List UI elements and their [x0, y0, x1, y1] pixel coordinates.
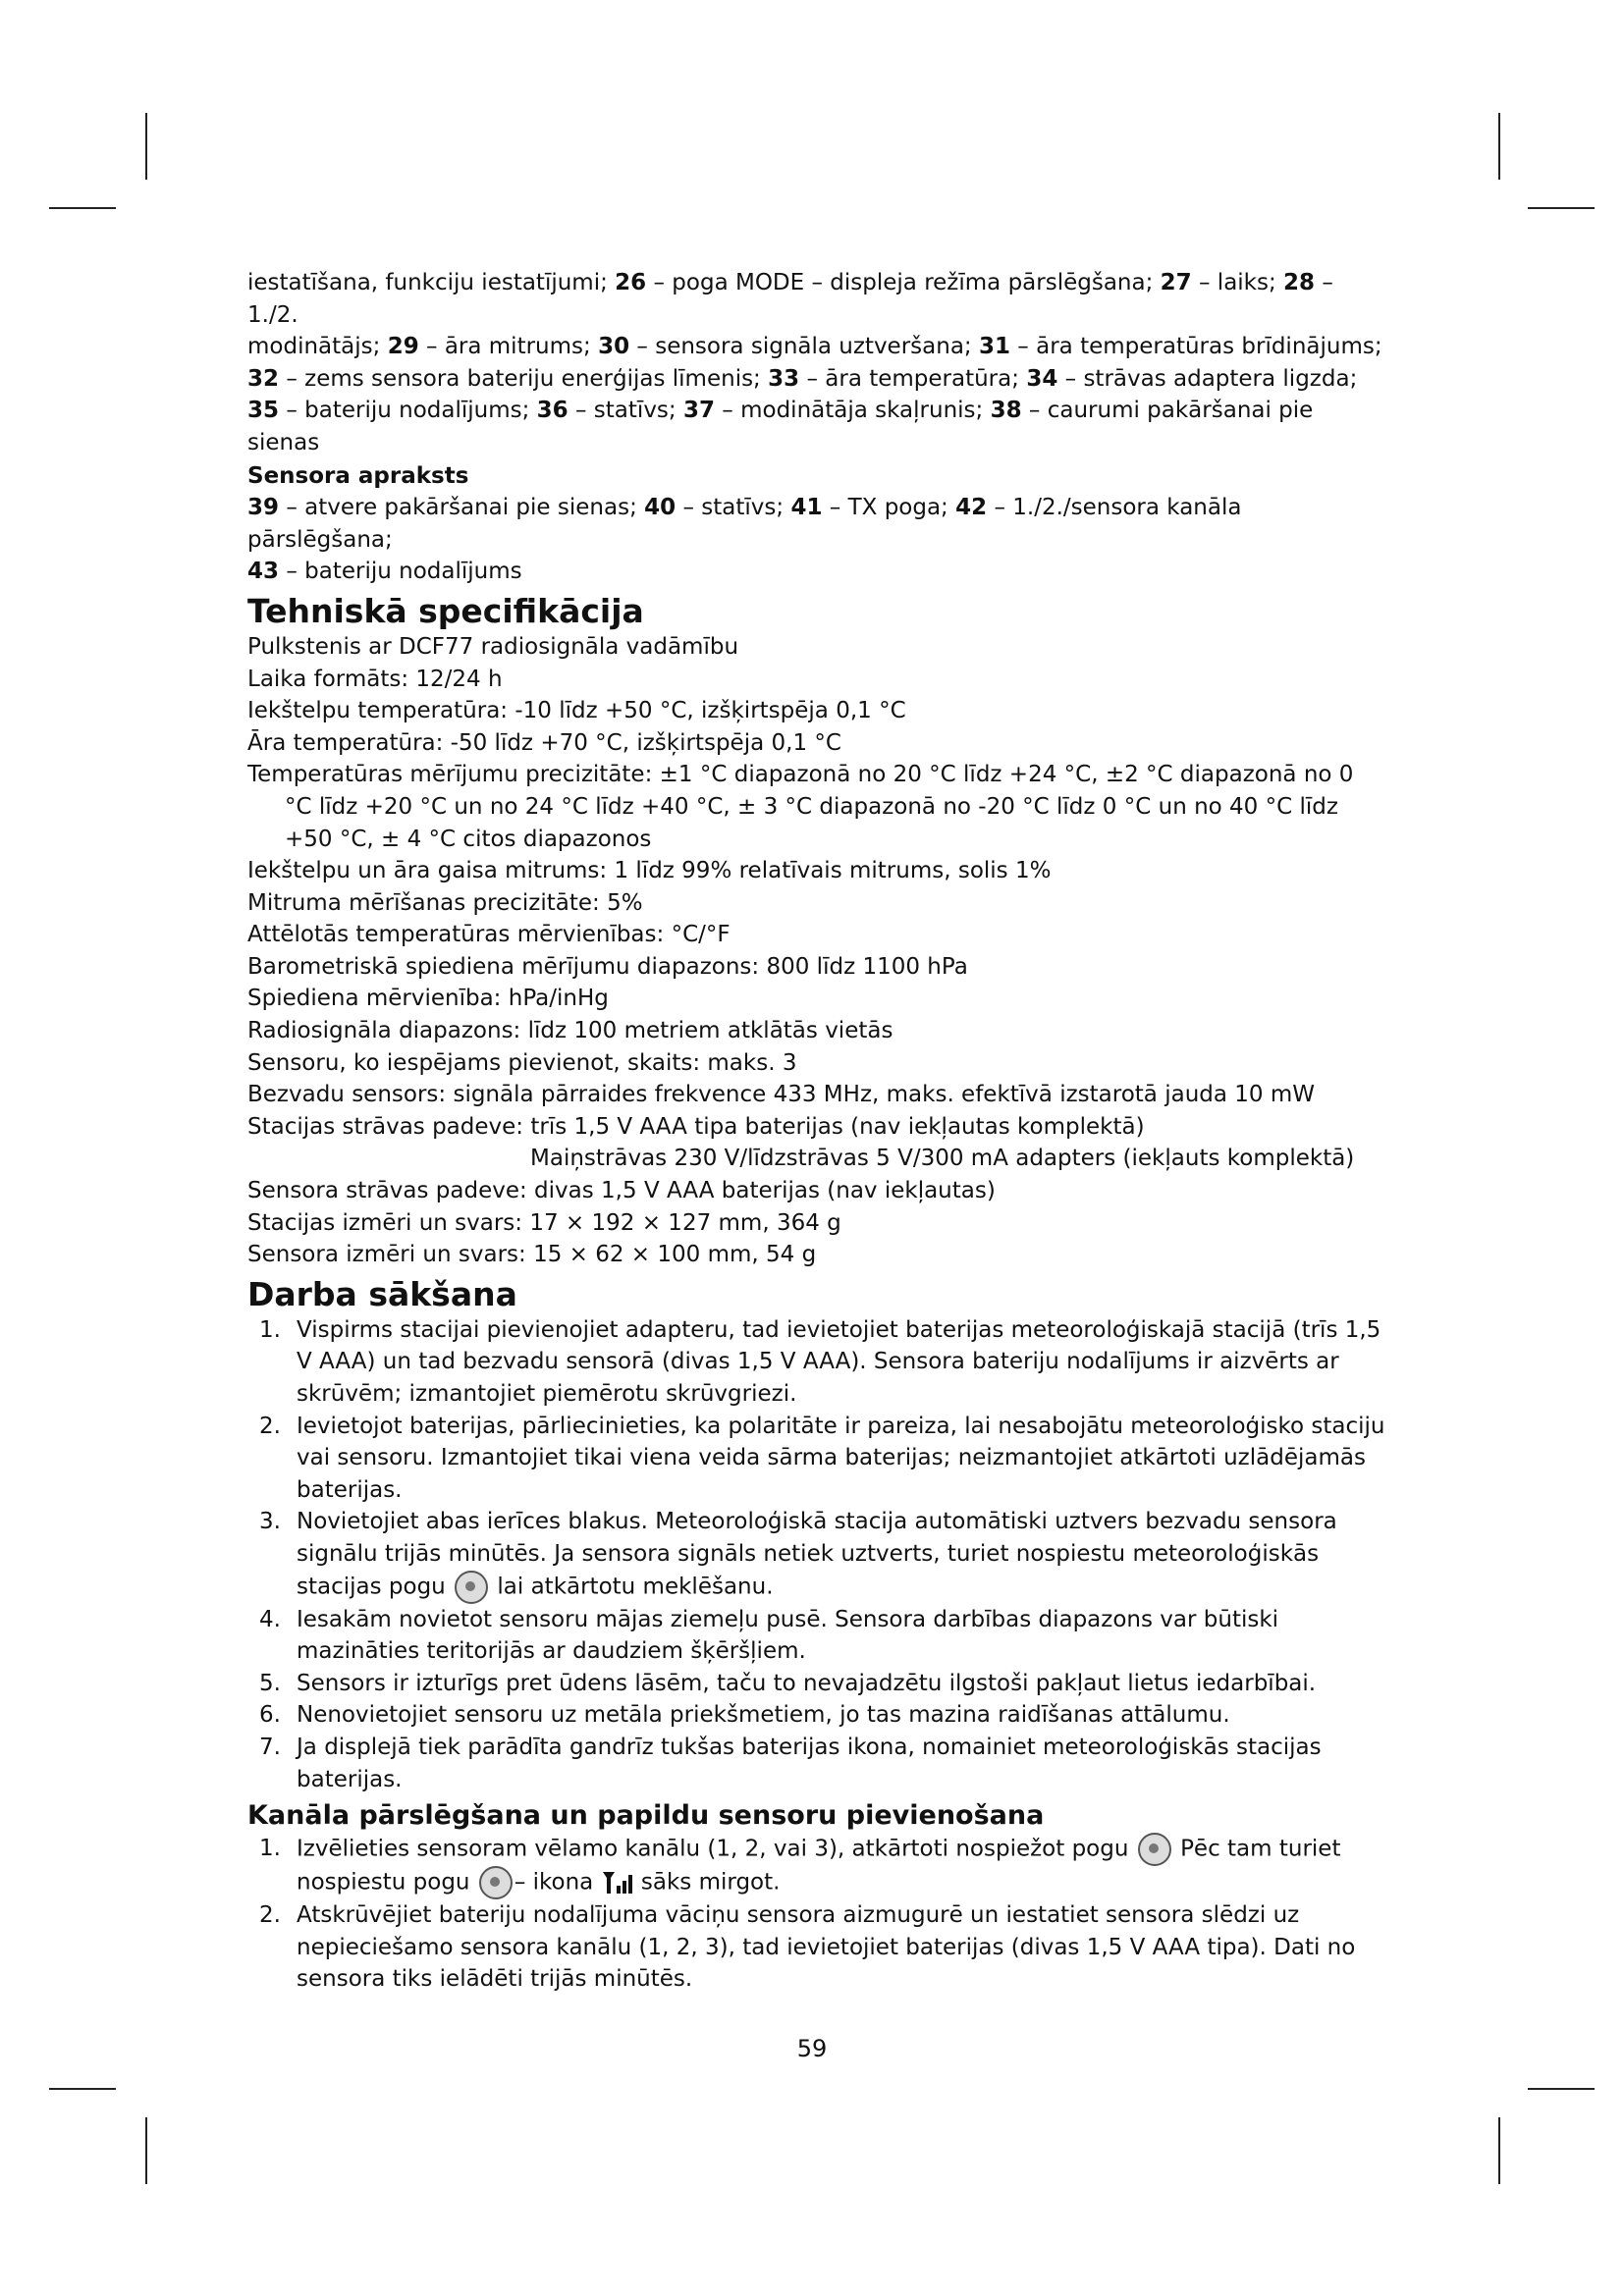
list-item — [247, 1833, 1386, 1899]
list-text: Novietojiet abas ierīces blakus. Meteoroloģiskā stacija automātiski uztvers bezvadu sensora signālu trijās minūtēs. Ja sensora signāls netiek uztverts, turiet nospiestu meteoroloģiskās stacijas pogu — [297, 1509, 1337, 1600]
spec-line: Sensoru, ko iespējams pievienot, skaits: maks. 3 — [247, 1049, 797, 1076]
crop-mark — [1498, 2117, 1500, 2184]
spec-heading: Tehniskā specifikācija — [247, 591, 644, 630]
spec-line: Mitruma mērīšanas precizitāte: 5% — [247, 889, 643, 916]
spec-line: Barometriskā spiediena mērījumu diapazons: 800 līdz 1100 hPa — [247, 953, 968, 980]
list-item — [247, 1699, 1386, 1732]
button-icon — [455, 1571, 488, 1604]
getting-started-heading: Darba sākšana — [247, 1274, 517, 1313]
crop-mark — [1528, 2088, 1595, 2090]
list-number: 3. — [259, 1509, 281, 1535]
spec-line: Iekštelpu temperatūra: -10 līdz +50 °C, izšķirtspēja 0,1 °C — [247, 698, 906, 724]
crop-mark — [145, 113, 147, 180]
list-number: 2. — [259, 1413, 281, 1439]
sensor-description-title: Sensora apraksts — [247, 462, 469, 489]
list-number: 1. — [259, 1836, 281, 1862]
spec-line: Sensora izmēri un svars: 15 × 62 × 100 mm, 54 g — [247, 1242, 817, 1268]
parts-line-3: 32 – zems sensora bateriju enerģijas līmenis; 33 – āra temperatūra; 34 – strāvas adaptera ligzda; — [247, 365, 1358, 392]
spec-line: Radiosignāla diapazons: līdz 100 metriem atklātās vietās — [247, 1018, 893, 1044]
button-icon — [479, 1866, 513, 1899]
channel-list — [247, 1833, 1386, 1996]
spec-line: Stacijas strāvas padeve: trīs 1,5 V AAA tipa baterijas (nav iekļautas komplektā) — [247, 1113, 1145, 1140]
spec-line: Stacijas izmēri un svars: 17 × 192 × 127 mm, 364 g — [247, 1209, 841, 1236]
list-item — [247, 1732, 1386, 1795]
crop-mark — [1528, 207, 1595, 209]
parts-line-4: 35 – bateriju nodalījums; 36 – statīvs; 37 – modinātāja skaļrunis; 38 – caurumi pakāršanai pie sienas — [247, 398, 1314, 455]
list-text: Izvēlieties sensoram vēlamo kanālu (1, 2, vai 3), atkārtoti nospiežot pogu — [297, 1836, 1129, 1862]
parts-line-1: iestatīšana, funkciju iestatījumi; 26 – poga MODE – displeja režīma pārslēgšana; 27 – laiks; 28 – 1./2. — [247, 270, 1333, 328]
list-text: lai atkārtotu meklēšanu. — [497, 1574, 774, 1600]
list-item — [247, 1506, 1386, 1603]
crop-mark — [1498, 113, 1500, 180]
list-number: 7. — [259, 1734, 281, 1760]
parts-line-2: modinātājs; 29 – āra mitrums; 30 – sensora signāla uztveršana; 31 – āra temperatūras brīdinājums; — [247, 334, 1382, 360]
sensor-parts-line-1: 39 – atvere pakāršanai pie sienas; 40 – statīvs; 41 – TX poga; 42 – 1./2./sensora kanāla pārslēgšana; — [247, 495, 1242, 553]
list-item — [247, 1314, 1386, 1411]
list-number: 6. — [259, 1702, 281, 1729]
list-number: 1. — [259, 1316, 281, 1343]
spec-line: Laika formāts: 12/24 h — [247, 666, 503, 692]
list-text: Ievietojot baterijas, pārliecinieties, ka polaritāte ir pareiza, lai nesabojātu meteoroloģisko staciju vai sensoru. Izmantojiet tikai viena veida sārma baterijas; neizmantojiet atkārtoti uzlādējamās baterijas. — [297, 1413, 1385, 1503]
spec-line: Attēlotās temperatūras mērvienības: °C/°F — [247, 922, 731, 948]
crop-mark — [145, 2117, 147, 2184]
signal-icon — [601, 1870, 634, 1896]
button-icon — [1138, 1833, 1171, 1866]
spec-line: Maiņstrāvas 230 V/līdzstrāvas 5 V/300 mA adapters (iekļauts komplektā) — [530, 1146, 1355, 1172]
list-text: Pēc tam turiet nospiestu pogu — [297, 1836, 1341, 1896]
list-number: 2. — [259, 1902, 281, 1929]
spec-line: Bezvadu sensors: signāla pārraides frekvence 433 MHz, maks. efektīvā izstarotā jauda 10 mW — [247, 1082, 1315, 1108]
list-text: Iesakām novietot sensoru mājas ziemeļu pusē. Sensora darbības diapazons var būtiski mazināties teritorijās ar daudziem šķēršļiem. — [297, 1606, 1279, 1665]
list-text: Nenovietojiet sensoru uz metāla priekšmetiem, jo tas mazina raidīšanas attālumu. — [297, 1702, 1230, 1729]
list-text: sāks mirgot. — [640, 1869, 781, 1896]
sensor-parts-line-2: 43 – bateriju nodalījums — [247, 559, 522, 585]
spec-line: Temperatūras mērījumu precizitāte: ±1 °C diapazonā no 20 °C līdz +24 °C, ±2 °C diapazonā no 0 °C līdz +20 °C un no 24 °C līdz +40 °C, ± 3 °C diapazonā no -20 °C līdz 0 °C un no 40 °C līdz +50 °C, ± 4 °C citos diapazonos — [247, 762, 1354, 852]
spec-line: Spiediena mērvienība: hPa/inHg — [247, 986, 609, 1012]
list-text: Sensors ir izturīgs pret ūdens lāsēm, taču to nevajadzētu ilgstoši pakļaut lietus iedarbībai. — [297, 1670, 1317, 1696]
spec-line: Sensora strāvas padeve: divas 1,5 V AAA baterijas (nav iekļautas) — [247, 1178, 996, 1204]
crop-mark — [49, 207, 116, 209]
list-number: 5. — [259, 1670, 281, 1696]
list-item — [247, 1604, 1386, 1668]
channel-heading: Kanāla pārslēgšana un papildu sensoru pievienošana — [247, 1800, 1045, 1832]
spec-line: Pulkstenis ar DCF77 radiosignāla vadāmību — [247, 633, 739, 660]
list-item — [247, 1668, 1386, 1700]
list-text: Vispirms stacijai pievienojiet adapteru, tad ievietojiet baterijas meteoroloģiskajā stacijā (trīs 1,5 V AAA) un tad bezvadu sensorā (divas 1,5 V AAA). Sensora bateriju nodalījums ir aizvērts ar skrūvēm; izmantojiet piemērotu skrūvgriezi. — [297, 1316, 1381, 1407]
spec-line: Āra temperatūra: -50 līdz +70 °C, izšķirtspēja 0,1 °C — [247, 729, 841, 756]
page-number: 59 — [796, 2035, 828, 2062]
list-item — [247, 1899, 1386, 1996]
getting-started-list — [247, 1314, 1386, 1795]
page-content — [247, 267, 1386, 1996]
list-item — [247, 1411, 1386, 1507]
list-text: Atskrūvējiet bateriju nodalījuma vāciņu sensora aizmugurē un iestatiet sensora slēdzi uz nepieciešamo sensora kanālu (1, 2, 3), tad ievietojiet baterijas (divas 1,5 V AAA tipa). Dati no sensora tiks ielādēti trijās minūtēs. — [297, 1902, 1356, 1993]
list-number: 4. — [259, 1606, 281, 1632]
spec-line: Iekštelpu un āra gaisa mitrums: 1 līdz 99% relatīvais mitrums, solis 1% — [247, 858, 1052, 884]
list-text: – ikona — [514, 1869, 594, 1896]
list-text: Ja displejā tiek parādīta gandrīz tukšas baterijas ikona, nomainiet meteoroloģiskās stacijas baterijas. — [297, 1734, 1322, 1792]
crop-mark — [49, 2088, 116, 2090]
